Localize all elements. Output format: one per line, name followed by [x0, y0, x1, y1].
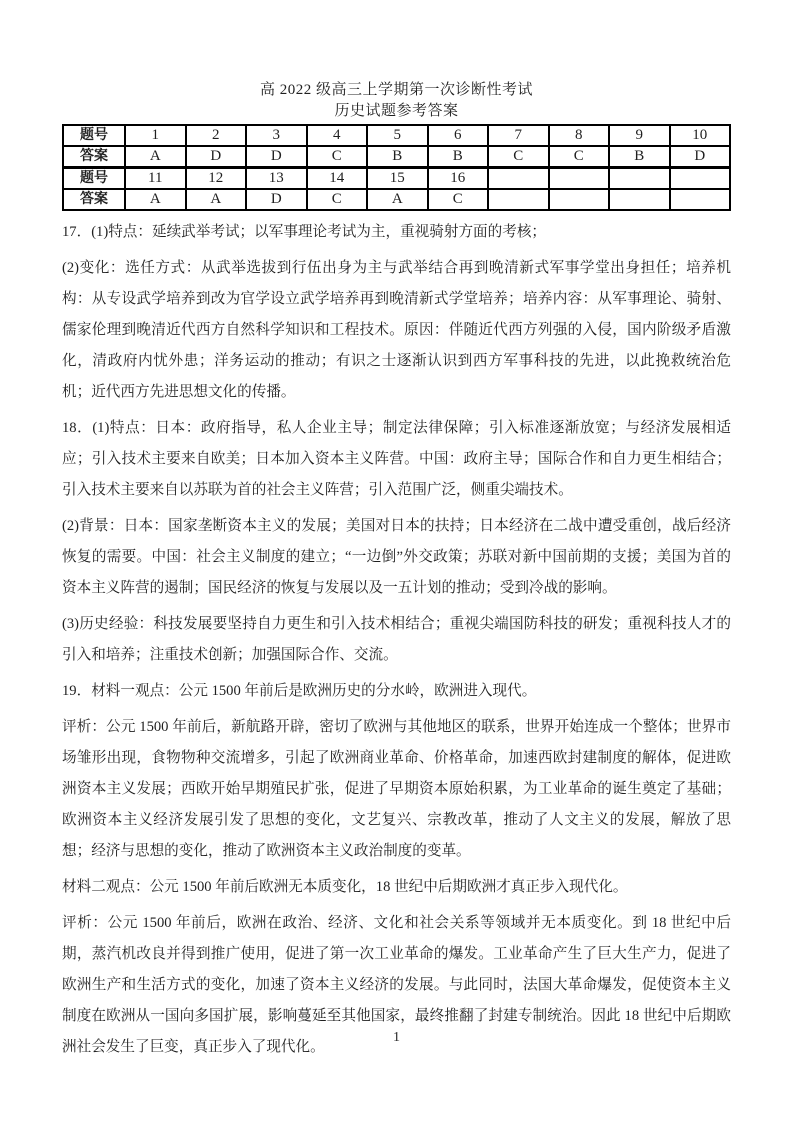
- answer-cell: B: [367, 146, 428, 168]
- answer-paragraph-q18-2: (2)背景：日本：国家垄断资本主义的发展；美国对日本的扶持；日本经济在二战中遭受重创，战后经济恢复的需要。中国：社会主义制度的建立；“一边倒”外交政策；苏联对新中国前期的支援；美国为首的资本主义阵营的遏制；国民经济的恢复与发展以及一五计划的推动；受到冷战的影响。: [62, 518, 731, 596]
- question-number-cell: 13: [246, 168, 307, 190]
- answer-cell: A: [186, 189, 247, 210]
- answer-cell: A: [367, 189, 428, 210]
- answer-row: [63, 189, 730, 210]
- answer-paragraph-q17-1: 17．(1)特点：延续武举考试；以军事理论考试为主，重视骑射方面的考核；: [62, 224, 547, 240]
- answer-cell: D: [670, 146, 731, 168]
- question-number-cell: 9: [609, 125, 670, 146]
- answer-paragraph-q18-3: (3)历史经验：科技发展要坚持自力更生和引入技术相结合；重视尖端国防科技的研发；重视科技人才的引入和培养；注重技术创新；加强国际合作、交流。: [62, 616, 731, 663]
- question-number-cell: 10: [670, 125, 731, 146]
- answer-cell: [609, 189, 670, 210]
- answer-cell: A: [125, 146, 186, 168]
- answer-paragraph-q18-1: 18．(1)特点：日本：政府指导，私人企业主导；制定法律保障；引入标准逐渐放宽；与经济发展相适应；引入技术主要来自欧美；日本加入资本主义阵营。中国：政府主导；国际合作和自力更生相结合；引入技术主要来自以苏联为首的社会主义阵营；引入范围广泛，侧重尖端技术。: [62, 420, 731, 498]
- question-number-cell: 2: [186, 125, 247, 146]
- answer-paragraph-q19-analysis2: 评析：公元 1500 年前后，欧洲在政治、经济、文化和社会关系等领域并无本质变化。到 18 世纪中后期，蒸汽机改良并得到推广使用，促进了第一次工业革命的爆发。工业革命产生了巨大生产力，促进了欧洲生产和生活方式的变化，加速了资本主义经济的发展。与此同时，法国大革命爆发，促使资本主义制度在欧洲从一国向多国扩展，影响蔓延至其他国家，最终推翻了封建专制统治。因此 18 世纪中后期欧洲社会发生了巨变，真正步入了现代化。: [62, 915, 731, 1055]
- question-number-cell: 3: [246, 125, 307, 146]
- question-number-cell: [549, 168, 610, 190]
- answer-cell: B: [609, 146, 670, 168]
- question-number-cell: 8: [549, 125, 610, 146]
- answer-cell: [670, 189, 731, 210]
- answer-cell: D: [246, 146, 307, 168]
- answer-cell: D: [186, 146, 247, 168]
- document-subtitle: 历史试题参考答案: [334, 103, 459, 119]
- answer-cell: C: [307, 189, 368, 210]
- row-header-label: 答案: [63, 189, 125, 210]
- answer-paragraph-q17-2: (2)变化：选任方式：从武举选拔到行伍出身为主与武举结合再到晚清新式军事学堂出身担任；培养机构：从专设武学培养到改为官学设立武学培养再到晚清新式学堂培养；培养内容：从军事理论、骑射、儒家伦理到晚清近代西方自然科学知识和工程技术。原因：伴随近代西方列强的入侵，国内阶级矛盾激化，清政府内忧外患；洋务运动的推动；有识之士逐渐认识到西方军事科技的先进，以此挽救统治危机；近代西方先进思想文化的传播。: [62, 260, 731, 400]
- question-number-cell: [488, 168, 549, 190]
- answer-cell: C: [549, 146, 610, 168]
- question-number-cell: 4: [307, 125, 368, 146]
- question-number-cell: 15: [367, 168, 428, 190]
- answer-cell: C: [428, 189, 489, 210]
- answer-cell: C: [307, 146, 368, 168]
- answer-paragraph-q19-view1: 19．材料一观点：公元 1500 年前后是欧洲历史的分水岭，欧洲进入现代。: [62, 683, 537, 699]
- answer-cell: C: [488, 146, 549, 168]
- answer-paragraph-q19-analysis1: 评析：公元 1500 年前后，新航路开辟，密切了欧洲与其他地区的联系，世界开始连成一个整体；世界市场雏形出现，食物物种交流增多，引起了欧洲商业革命、价格革命，加速西欧封建制度的解体，促进欧洲资本主义发展；西欧开始早期殖民扩张，促进了早期资本原始积累，为工业革命的诞生奠定了基础；欧洲资本主义经济发展引发了思想的变化，文艺复兴、宗教改革，推动了人文主义的发展，解放了思想；经济与思想的变化，推动了欧洲资本主义政治制度的变革。: [62, 719, 731, 859]
- question-number-cell: [609, 168, 670, 190]
- answer-cell: [488, 189, 549, 210]
- page-number: 1: [393, 1030, 400, 1045]
- question-number-cell: 7: [488, 125, 549, 146]
- row-header-label: 答案: [63, 146, 125, 168]
- answer-cell: D: [246, 189, 307, 210]
- answer-explanations: [62, 217, 731, 1063]
- question-number-cell: 12: [186, 168, 247, 190]
- row-header-label: 题号: [63, 125, 125, 146]
- answer-row: [63, 146, 730, 168]
- question-number-cell: 14: [307, 168, 368, 190]
- row-header-label: 题号: [63, 168, 125, 190]
- question-number-cell: [670, 168, 731, 190]
- question-number-cell: 11: [125, 168, 186, 190]
- answer-key-table: [62, 124, 731, 211]
- question-number-row: [63, 125, 730, 146]
- answer-paragraph-q19-view2: 材料二观点：公元 1500 年前后欧洲无本质变化，18 世纪中后期欧洲才真正步入现代化。: [62, 879, 628, 895]
- question-number-row: [63, 168, 730, 190]
- question-number-cell: 16: [428, 168, 489, 190]
- answer-cell: B: [428, 146, 489, 168]
- document-title: 高 2022 级高三上学期第一次诊断性考试: [259, 82, 533, 98]
- answer-cell: [549, 189, 610, 210]
- question-number-cell: 1: [125, 125, 186, 146]
- question-number-cell: 5: [367, 125, 428, 146]
- answer-cell: A: [125, 189, 186, 210]
- question-number-cell: 6: [428, 125, 489, 146]
